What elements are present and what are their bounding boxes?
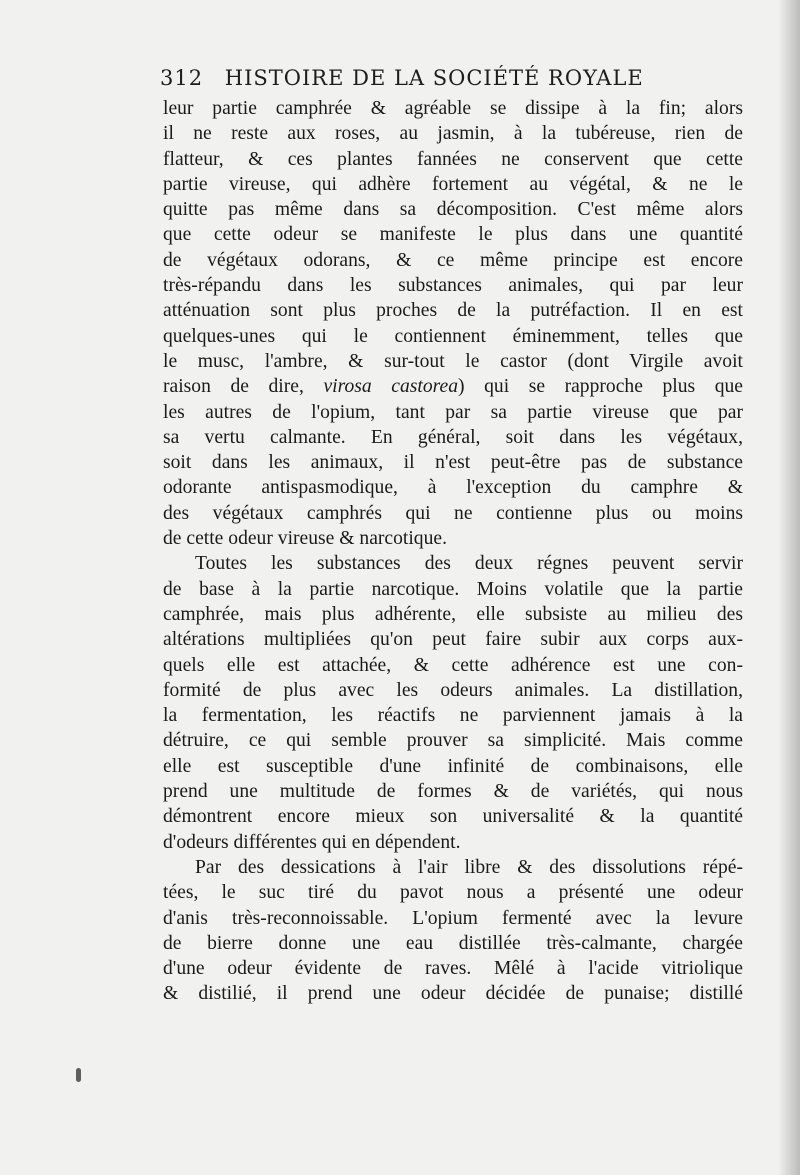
text-line: atténuation sont plus proches de la putréfaction. Il en est bbox=[163, 300, 743, 322]
text-line: partie vireuse, qui adhère fortement au végétal, & ne le bbox=[163, 173, 743, 195]
text-line: leur partie camphrée & agréable se dissipe à la fin; alors bbox=[163, 98, 743, 119]
text-line: quelques-unes qui le contiennent éminemment, telles que bbox=[163, 325, 743, 347]
text-line: très-répandu dans les substances animales, qui par leur bbox=[163, 275, 743, 297]
text-line: quels elle est attachée, & cette adhérence est une con- bbox=[163, 654, 743, 676]
text-line: il ne reste aux roses, au jasmin, à la tubéreuse, rien de bbox=[163, 123, 743, 145]
text-line: la fermentation, les réactifs ne parviennent jamais à la bbox=[163, 705, 743, 727]
text-line: démontrent encore mieux son universalité & la quantité bbox=[163, 806, 743, 828]
text-line: d'anis très-reconnoissable. L'opium fermenté avec la levure bbox=[163, 907, 743, 929]
text-line: de bierre donne une eau distillée très-calmante, chargée bbox=[163, 932, 743, 954]
text-line: les autres de l'opium, tant par sa partie vireuse que par bbox=[163, 401, 743, 423]
text-line: camphrée, mais plus adhérente, elle subsiste au milieu des bbox=[163, 603, 743, 625]
text-line: elle est susceptible d'une infinité de combinaisons, elle bbox=[163, 755, 743, 777]
page-number: 312 bbox=[160, 66, 204, 90]
paragraph-end-line: de cette odeur vireuse & narcotique. bbox=[163, 528, 447, 550]
page-gutter-shadow bbox=[778, 0, 800, 1175]
ink-speck bbox=[76, 1068, 81, 1082]
text-line: raison de dire, virosa castorea) qui se rapproche plus que bbox=[163, 376, 743, 398]
text-line: de végétaux odorans, & ce même principe est encore bbox=[163, 249, 743, 271]
running-title: HISTOIRE DE LA SOCIÉTÉ ROYALE bbox=[224, 66, 644, 90]
body-text bbox=[163, 96, 743, 1007]
paragraph-end-line: d'odeurs différentes qui en dépendent. bbox=[163, 831, 461, 853]
text-line: formité de plus avec les odeurs animales. La distillation, bbox=[163, 679, 743, 701]
text-line: des végétaux camphrés qui ne contienne plus ou moins bbox=[163, 502, 743, 524]
text-line: prend une multitude de formes & de variétés, qui nous bbox=[163, 781, 743, 803]
running-header bbox=[160, 66, 700, 90]
text-line: soit dans les animaux, il n'est peut-être pas de substance bbox=[163, 452, 743, 474]
text-line: altérations multipliées qu'on peut faire subir aux corps aux- bbox=[163, 629, 743, 651]
text-line: quitte pas même dans sa décomposition. C'est même alors bbox=[163, 199, 743, 221]
text-line: flatteur, & ces plantes fannées ne conservent que cette bbox=[163, 148, 743, 170]
text-line: d'une odeur évidente de raves. Mêlé à l'acide vitriolique bbox=[163, 958, 743, 980]
text-line: tées, le suc tiré du pavot nous a présenté une odeur bbox=[163, 882, 743, 904]
paragraph-start-line: Toutes les substances des deux régnes peuvent servir bbox=[195, 553, 743, 575]
text-line: détruire, ce qui semble prouver sa simplicité. Mais comme bbox=[163, 730, 743, 752]
text-line: de base à la partie narcotique. Moins volatile que la partie bbox=[163, 578, 743, 600]
paragraph-start-line: Par des dessications à l'air libre & des dissolutions répé- bbox=[195, 856, 743, 878]
text-line: & distilié, il prend une odeur décidée de punaise; distillé bbox=[163, 983, 743, 1005]
text-line: que cette odeur se manifeste le plus dans une quantité bbox=[163, 224, 743, 246]
text-line: sa vertu calmante. En général, soit dans les végétaux, bbox=[163, 426, 743, 448]
text-line: odorante antispasmodique, à l'exception du camphre & bbox=[163, 477, 743, 499]
text-line: le musc, l'ambre, & sur-tout le castor (dont Virgile avoit bbox=[163, 350, 743, 372]
